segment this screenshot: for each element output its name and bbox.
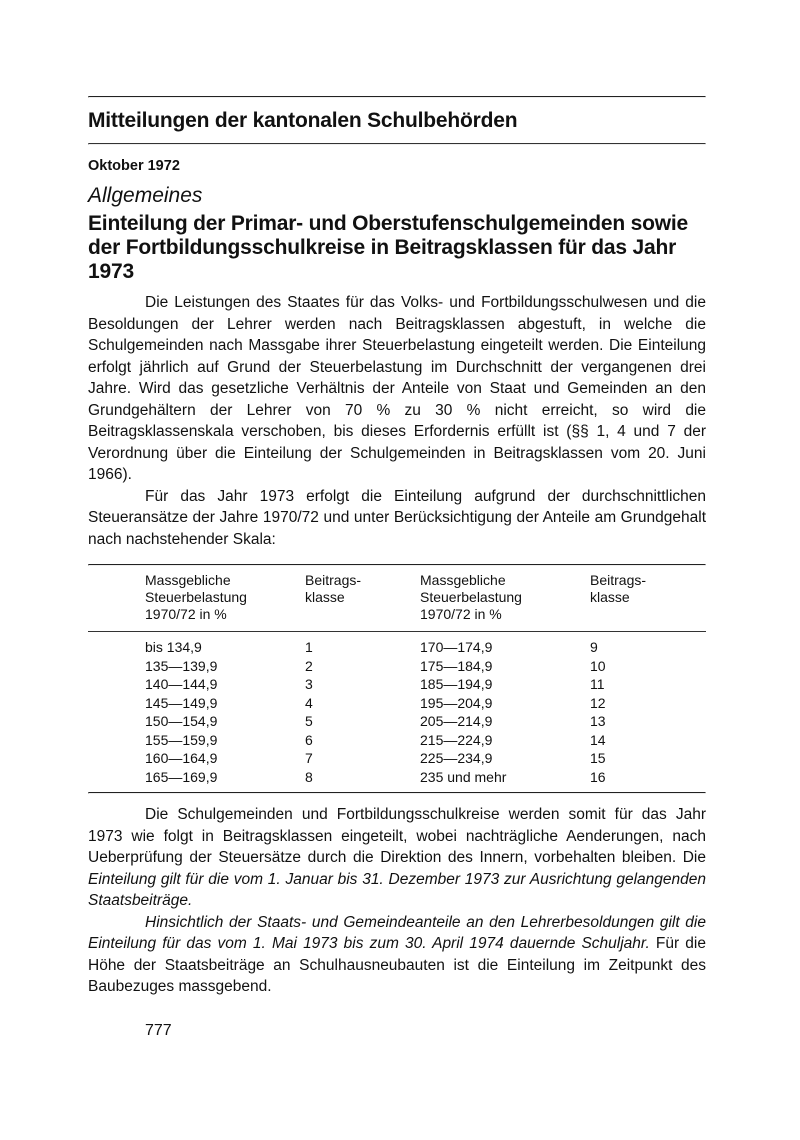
table-cell: 15	[590, 750, 606, 766]
table-row	[88, 749, 706, 768]
table-cell: 6	[305, 731, 313, 748]
document-page	[88, 96, 706, 998]
paragraph-4	[88, 912, 706, 998]
table-cell: 1	[305, 639, 313, 655]
table-cell: 11	[590, 676, 605, 692]
table-row	[88, 675, 706, 694]
table-cell: 185—194,9	[420, 676, 493, 692]
contribution-class-table	[88, 566, 706, 792]
paragraph-3-text: Die Schulgemeinden und Fortbildungsschulkreise werden somit für das Jahr 1973 wie folgt in Beitragsklassen eingeteilt, wobei nachträgliche Aenderungen, nach Ueberprüfung der Steuersätze durch die Direktion des Innern, vorbehalten bleiben. Die	[88, 806, 706, 866]
table-cell: 135—139,9	[145, 657, 218, 674]
table-cell: 13	[590, 713, 606, 729]
table-header-row	[88, 566, 706, 632]
table-cell: 155—159,9	[145, 731, 218, 748]
header-tax-burden-right: Massgebliche Steuerbelastung 1970/72 in %	[420, 572, 522, 622]
table-row	[88, 657, 706, 676]
table-cell: 5	[305, 713, 313, 729]
table-cell: 4	[305, 694, 313, 711]
table-cell: 165—169,9	[145, 768, 218, 785]
table-cell: 145—149,9	[145, 694, 218, 711]
table-cell: 205—214,9	[420, 713, 493, 729]
table-cell: 160—164,9	[145, 750, 218, 766]
issue-date: Oktober 1972	[88, 158, 180, 174]
table-cell: 12	[590, 694, 606, 711]
table-cell: 170—174,9	[420, 639, 493, 655]
table-cell: 175—184,9	[420, 657, 493, 674]
table-row	[88, 694, 706, 713]
table-cell: 150—154,9	[145, 713, 218, 729]
table-cell: 215—224,9	[420, 731, 493, 748]
header-tax-burden-left: Massgebliche Steuerbelastung 1970/72 in %	[145, 572, 247, 622]
table-cell: 235 und mehr	[420, 768, 507, 785]
table-cell: bis 134,9	[145, 639, 202, 655]
table-cell: 140—144,9	[145, 676, 218, 692]
header-bottom-rule	[88, 143, 706, 145]
header-title: Mitteilungen der kantonalen Schulbehörden	[88, 109, 518, 132]
header-class-left: Beitrags- klasse	[305, 572, 362, 605]
contribution-class-table-wrap	[88, 564, 706, 794]
table-row	[88, 632, 706, 657]
table-cell: 3	[305, 676, 313, 692]
header-top-rule	[88, 96, 706, 98]
section-title: Einteilung der Primar- und Oberstufenschulgemeinden sowie der Fortbildungsschulkreise in Beitragsklassen für das Jahr 1973	[88, 212, 689, 283]
table-row	[88, 768, 706, 793]
table-cell: 225—234,9	[420, 750, 493, 766]
table-cell: 8	[305, 768, 313, 785]
paragraph-4-emphasis: Hinsichtlich der Staats- und Gemeindeanteile an den Lehrerbesoldungen gilt die Einteilung für das vom 1. Mai 1973 bis zum 30. April 1974 dauernde Schuljahr.	[88, 913, 706, 952]
paragraph-3	[88, 804, 706, 912]
section-category: Allgemeines	[88, 184, 203, 207]
table-cell: 16	[590, 768, 606, 785]
table-cell: 14	[590, 731, 606, 748]
table-cell: 7	[305, 750, 313, 766]
table-cell: 195—204,9	[420, 694, 493, 711]
paragraph-3-emphasis: Einteilung gilt für die vom 1. Januar bis 31. Dezember 1973 zur Ausrichtung gelangenden Staatsbeiträge.	[88, 870, 706, 909]
paragraph-4-text: Für die Höhe der Staatsbeiträge an Schulhausneubauten ist die Einteilung im Zeitpunkt des Baubezuges massgebend.	[88, 935, 706, 995]
page-number: 777	[145, 1022, 172, 1039]
table-row	[88, 731, 706, 750]
table-bottom-rule	[88, 792, 706, 794]
table-cell: 10	[590, 657, 606, 674]
paragraph-2: Für das Jahr 1973 erfolgt die Einteilung aufgrund der durchschnittlichen Steueransätze der Jahre 1970/72 und unter Berücksichtigung der Anteile am Grundgehalt nach nachstehender Skala:	[88, 487, 706, 548]
table-cell: 9	[590, 639, 598, 655]
table-row	[88, 712, 706, 731]
paragraph-1: Die Leistungen des Staates für das Volks- und Fortbildungsschulwesen und die Besoldungen der Lehrer werden nach Beitragsklassen abgestuft, in welche die Schulgemeinden nach Massgabe ihrer Steuerbelastung eingeteilt werden. Die Einteilung erfolgt jährlich auf Grund der Steuerbelastung im Durchschnitt der vergangenen drei Jahre. Wird das gesetzliche Verhältnis der Anteile von Staat und Gemeinden an den Grundgehältern der Lehrer von 70 % zu 30 % nicht erreicht, so wird die Beitragsklassenskala verschoben, bis dieses Erfordernis erfüllt ist (§§ 1, 4 und 7 der Verordnung über die Einteilung der Schulgemeinden in Beitragsklassen vom 20. Juni 1966).	[88, 294, 706, 483]
header-class-right: Beitrags- klasse	[590, 572, 647, 605]
table-cell: 2	[305, 657, 313, 674]
